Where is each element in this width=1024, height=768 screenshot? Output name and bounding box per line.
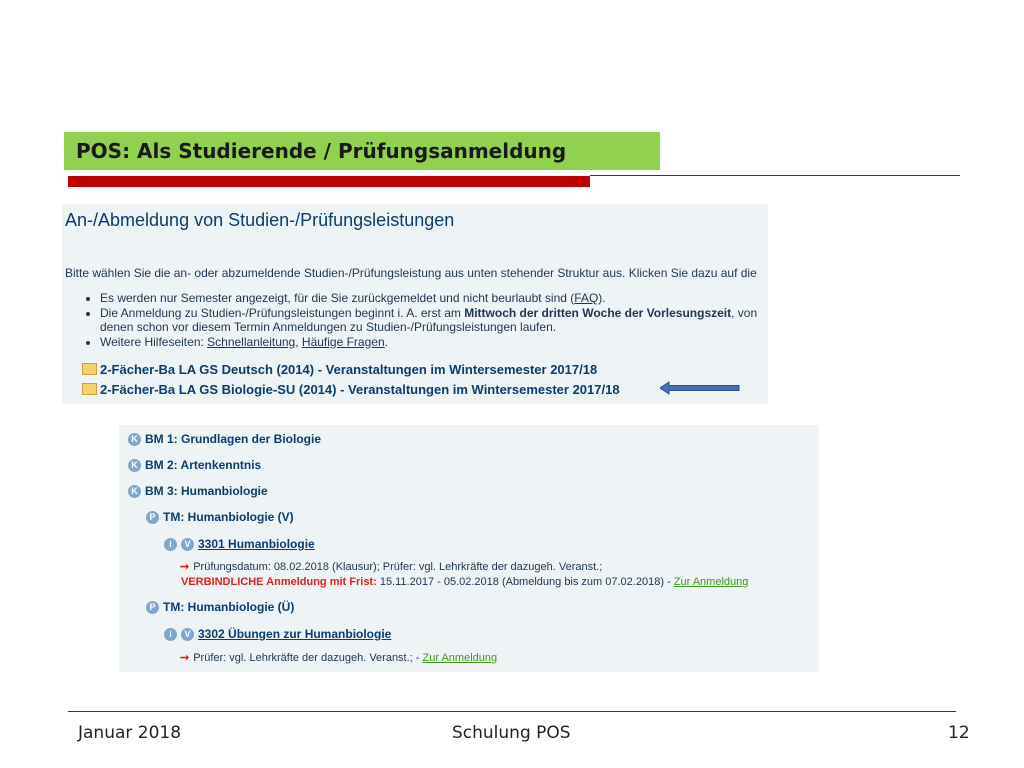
info-item-help: • Weitere Hilfeseiten: Schnellanleitung, Häufige Fragen.	[100, 335, 757, 350]
slide-title-box	[64, 132, 660, 170]
tree-item-bm1[interactable]: K BM 1: Grundlagen der Biologie	[128, 432, 321, 446]
info-item-semesters: • Es werden nur Semester angezeigt, für die Sie zurückgemeldet und nicht beurlaubt sind (FAQ).	[100, 291, 757, 306]
info-item-start-date: • Die Anmeldung zu Studien-/Prüfungsleistungen beginnt i. A. erst am Mittwoch der dritten Woche der Vorlesungszeit, von denen schon vor diesem Termin Anmeldungen zu Studien-/Prüfungsleistungen laufen.	[100, 306, 757, 335]
tree-item-tm2[interactable]: P TM: Humanbiologie (Ü)	[146, 600, 294, 614]
binding-warning: VERBINDLICHE Anmeldung mit Frist:	[181, 576, 377, 588]
tree-item-bm3[interactable]: K BM 3: Humanbiologie	[128, 484, 268, 498]
slide-title: POS: Als Studierende / Prüfungsanmeldung	[76, 139, 567, 163]
exam-item-3302	[164, 627, 391, 641]
title-underline-bar	[68, 176, 590, 187]
folder-icon	[82, 363, 97, 375]
submodule-p-icon: P	[146, 511, 159, 524]
module-k-icon: K	[128, 433, 141, 446]
exam-link-3302[interactable]: 3302 Übungen zur Humanbiologie	[198, 627, 392, 641]
exam-deadline-3301: VERBINDLICHE Anmeldung mit Frist: 15.11.2017 - 05.02.2018 (Abmeldung bis zum 07.02.2018) - Zur Anmeldung	[181, 576, 749, 588]
title-underline-line	[590, 175, 960, 176]
arrow-right-icon: ➞	[180, 561, 190, 573]
module-k-icon: K	[128, 459, 141, 472]
exam-item-3301	[164, 537, 315, 551]
page-heading: An-/Abmeldung von Studien-/Prüfungsleistungen	[65, 210, 455, 230]
folder-open-icon	[82, 383, 97, 395]
footer-title: Schulung POS	[452, 723, 571, 743]
page-number: 12	[948, 723, 970, 743]
footer-divider	[68, 711, 956, 712]
info-list	[88, 291, 757, 349]
quick-guide-link[interactable]: Schnellanleitung	[207, 334, 296, 349]
event-v-icon: V	[181, 628, 194, 641]
info-icon[interactable]: i	[164, 538, 177, 551]
tree-item-bm2[interactable]: K BM 2: Artenkenntnis	[128, 458, 261, 472]
intro-text: Bitte wählen Sie die an- oder abzumeldende Studien-/Prüfungsleistung aus unten stehender Struktur aus. Klicken Sie dazu auf die	[65, 266, 757, 280]
register-link-3302[interactable]: Zur Anmeldung	[422, 652, 498, 664]
event-v-icon: V	[181, 538, 194, 551]
exam-info-3302: ➞ Prüfer: vgl. Lehrkräfte der dazugeh. Veranst.; - Zur Anmeldung	[180, 652, 498, 664]
module-k-icon: K	[128, 485, 141, 498]
screenshot-registration-overview	[62, 204, 768, 404]
faq-help-link[interactable]: Häufige Fragen	[301, 334, 385, 349]
exam-info-3301: ➞ Prüfungsdatum: 08.02.2018 (Klausur); Prüfer: vgl. Lehrkräfte der dazugeh. Veranst.;	[180, 561, 603, 573]
arrow-right-icon: ➞	[180, 652, 190, 664]
folder-item-deutsch[interactable]: 2-Fächer-Ba LA GS Deutsch (2014) - Veranstaltungen im Wintersemester 2017/18	[82, 362, 597, 377]
tree-item-tm1[interactable]: P TM: Humanbiologie (V)	[146, 510, 294, 524]
submodule-p-icon: P	[146, 601, 159, 614]
pointer-arrow-icon	[660, 381, 740, 395]
faq-link[interactable]: FAQ	[574, 291, 599, 305]
screenshot-module-tree	[119, 425, 819, 672]
folder-item-biologie[interactable]: 2-Fächer-Ba LA GS Biologie-SU (2014) - Veranstaltungen im Wintersemester 2017/18	[82, 382, 620, 397]
footer-date: Januar 2018	[78, 723, 182, 743]
register-link-3301[interactable]: Zur Anmeldung	[673, 576, 749, 588]
info-icon[interactable]: i	[164, 628, 177, 641]
exam-link-3301[interactable]: 3301 Humanbiologie	[198, 537, 315, 551]
